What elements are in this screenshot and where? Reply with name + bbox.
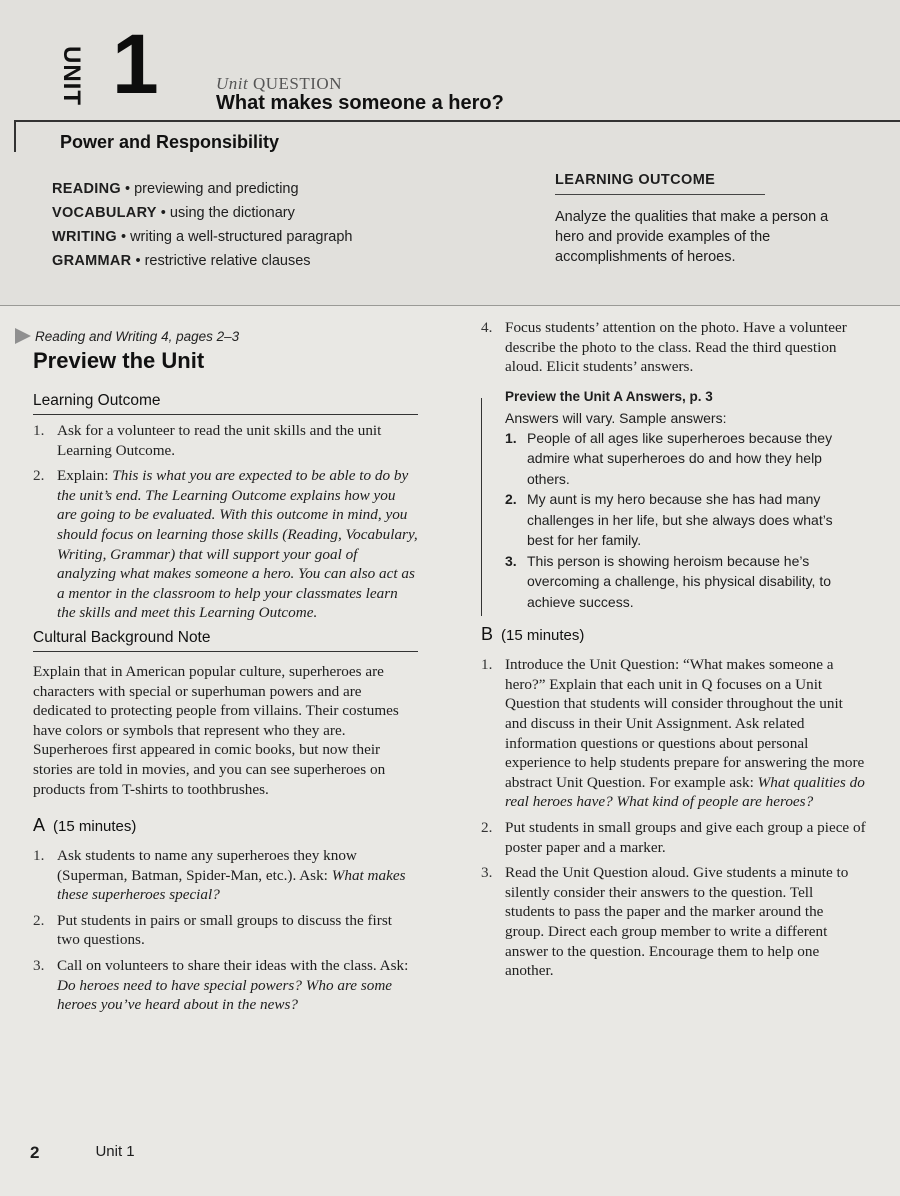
header-bottom-rule	[0, 305, 900, 306]
list-item: 1. Ask students to name any superheroes they know (Superman, Batman, Spider-Man, etc.). Ask: What makes these superheroes special?	[33, 847, 406, 904]
list-item: 2. Put students in pairs or small groups to discuss the first two questions.	[33, 911, 392, 949]
unit-question-label: Unit QUESTION	[216, 74, 342, 93]
list-item: 1. Introduce the Unit Question: “What makes someone a hero?” Explain that each unit in Q focuses on a Unit Question that students will consider throughout the unit and discuss in their Unit Assignment. Ask related information questions or questions about personal experience to help students prepare for answering the more abstract Unit Question. For example ask: What qualities do real heroes have? What kind of people are heroes?	[481, 656, 865, 811]
preview-unit-title: Preview the Unit	[33, 348, 205, 373]
unit-question-title: What makes someone a hero?	[216, 92, 504, 114]
cultural-note-text: Explain that in American popular culture, superheroes are characters with special or superhuman powers and are dedicated to protecting people from villains. Their costumes have colors or symbols that represent who they are. Superheroes first appeared in comic books, but now their stories are told in movies, and you can see superheroes on products from T-shirts to toothbrushes.	[33, 662, 399, 798]
unit-skills-list	[52, 178, 492, 274]
list-item: 1. People of all ages like superheroes because they admire what superheroes do and how they help others.	[505, 429, 833, 487]
header-rule	[14, 120, 900, 122]
learning-outcome-subheading: Learning Outcome	[33, 392, 418, 415]
activity-a-heading: A (15 minutes)	[33, 815, 137, 836]
list-item: 3. Read the Unit Question aloud. Give students a minute to silently consider their answers to the question. Tell students to pass the paper and the marker around the group. Direct each group member to write a different answer to the question. Encourage them to help one another.	[481, 864, 849, 980]
learning-outcome-box	[555, 172, 875, 267]
unit-vertical-label: UNIT	[58, 46, 85, 106]
skill-grammar: GRAMMAR • restrictive relative clauses	[52, 253, 311, 269]
header-rule-tick	[14, 120, 16, 152]
cultural-note-heading: Cultural Background Note	[33, 629, 418, 652]
answers-heading: Preview the Unit A Answers, p. 3	[505, 388, 713, 404]
preview-step-4	[481, 318, 866, 377]
list-item: 2. Put students in small groups and give each group a piece of poster paper and a marker.	[481, 819, 866, 856]
unit-theme-title: Power and Responsibility	[60, 132, 280, 152]
list-item: 3. This person is showing heroism because he’s overcoming a challenge, his physical disability, to achieve success.	[505, 552, 832, 610]
left-column	[33, 328, 418, 1021]
book-reference: Reading and Writing 4, pages 2–3	[33, 328, 418, 344]
skill-vocabulary: VOCABULARY • using the dictionary	[52, 205, 295, 221]
unit-number: 1	[112, 17, 159, 111]
list-item: 1. Ask for a volunteer to read the unit skills and the unit Learning Outcome.	[33, 422, 382, 459]
learning-outcome-heading: LEARNING OUTCOME	[555, 172, 765, 195]
activity-b-heading: B (15 minutes)	[481, 624, 585, 645]
list-item: 3. Call on volunteers to share their ideas with the class. Ask: Do heroes need to have special powers? Who are some heroes you’ve heard about in the news?	[33, 957, 409, 1014]
pointer-triangle-icon	[15, 328, 31, 344]
answers-intro: Answers will vary. Sample answers:	[505, 409, 727, 426]
page-footer	[30, 1143, 135, 1163]
list-item: 2. Explain: This is what you are expected to be able to do by the unit’s end. The Learning Outcome explains how you are going to be evaluated. With this outcome in mind, you should focus on learning those skills (Reading, Vocabulary, Writing, Grammar) that will support your goal of analyzing what makes someone a hero. You can also act as a mentor in the classroom to help your classmates learn the skills and meet this Learning Outcome.	[33, 467, 418, 622]
learning-outcome-steps	[33, 421, 418, 623]
footer-unit-label: Unit 1	[95, 1143, 135, 1160]
sample-answers-list	[481, 428, 866, 613]
right-column	[481, 318, 866, 987]
learning-outcome-text: Analyze the qualities that make a person a hero and provide examples of the accomplishments of heroes.	[555, 209, 829, 265]
skill-writing: WRITING • writing a well-structured paragraph	[52, 229, 353, 245]
activity-a-steps	[33, 846, 418, 1015]
list-item: 2. My aunt is my hero because she has had many challenges in her life, but she always does what’s best for her family.	[505, 491, 833, 549]
page-number: 2	[30, 1143, 40, 1162]
skill-reading: READING • previewing and predicting	[52, 181, 299, 197]
list-item: 4. Focus students’ attention on the photo. Have a volunteer describe the photo to the class. Read the third question aloud. Elicit students’ answers.	[481, 319, 847, 376]
activity-b-steps	[481, 655, 866, 981]
